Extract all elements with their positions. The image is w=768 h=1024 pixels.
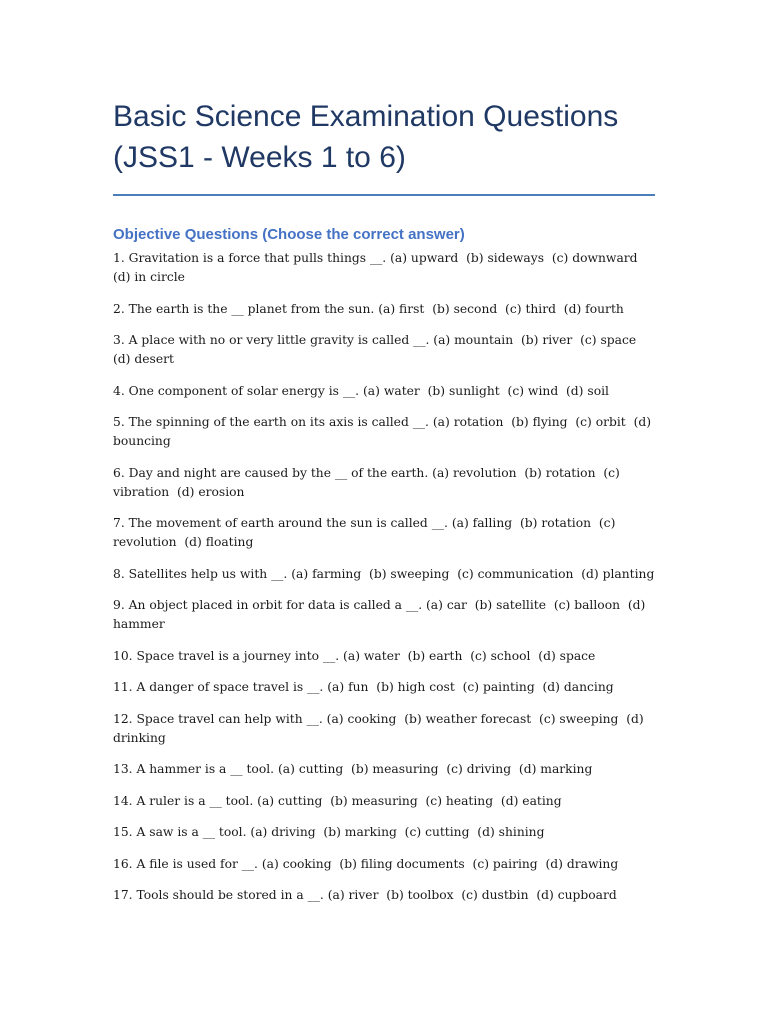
question-item: 10. Space travel is a journey into __. (a) water (b) earth (c) school (d) space: [113, 648, 596, 663]
question-item: 13. A hammer is a __ tool. (a) cutting (b) measuring (c) driving (d) marking: [113, 762, 593, 776]
title-line-2: (JSS1 - Weeks 1 to 6): [113, 141, 406, 174]
question-item: 6. Day and night are caused by the __ of the earth. (a) revolution (b) rotation (c) vibration (d) erosion: [113, 465, 624, 499]
question-item: 4. One component of solar energy is __. (a) water (b) sunlight (c) wind (d) soil: [113, 383, 609, 398]
document-title: [113, 0, 655, 178]
question-item: 7. The movement of earth around the sun is called __. (a) falling (b) rotation (c) revolution (d) floating: [113, 516, 620, 549]
question-item: 11. A danger of space travel is __. (a) fun (b) high cost (c) painting (d) dancing: [113, 680, 614, 694]
question-list: [113, 249, 655, 905]
question-item: 8. Satellites help us with __. (a) farming (b) sweeping (c) communication (d) planting: [113, 566, 655, 581]
section-heading: Objective Questions (Choose the correct answer): [113, 226, 465, 243]
question-item: 12. Space travel can help with __. (a) cooking (b) weather forecast (c) sweeping (d) drinking: [113, 711, 648, 745]
question-item: 2. The earth is the __ planet from the sun. (a) first (b) second (c) third (d) fourth: [113, 301, 624, 316]
document-page: [113, 0, 655, 918]
question-item: 5. The spinning of the earth on its axis is called __. (a) rotation (b) flying (c) orbit (d) bouncing: [113, 415, 655, 448]
question-item: 1. Gravitation is a force that pulls things __. (a) upward (b) sideways (c) downward (d) in circle: [113, 251, 646, 284]
question-item: 15. A saw is a __ tool. (a) driving (b) marking (c) cutting (d) shining: [113, 825, 545, 839]
question-item: 16. A file is used for __. (a) cooking (b) filing documents (c) pairing (d) drawing: [113, 856, 619, 871]
title-underline-rule: [113, 194, 655, 196]
question-item: 14. A ruler is a __ tool. (a) cutting (b) measuring (c) heating (d) eating: [113, 793, 562, 808]
question-item: 9. An object placed in orbit for data is called a __. (a) car (b) satellite (c) balloon (d) hammer: [113, 598, 650, 631]
title-line-1: Basic Science Examination Questions: [113, 100, 619, 133]
question-item: 3. A place with no or very little gravity is called __. (a) mountain (b) river (c) space (d) desert: [113, 333, 644, 366]
question-item: 17. Tools should be stored in a __. (a) river (b) toolbox (c) dustbin (d) cupboard: [113, 888, 617, 902]
